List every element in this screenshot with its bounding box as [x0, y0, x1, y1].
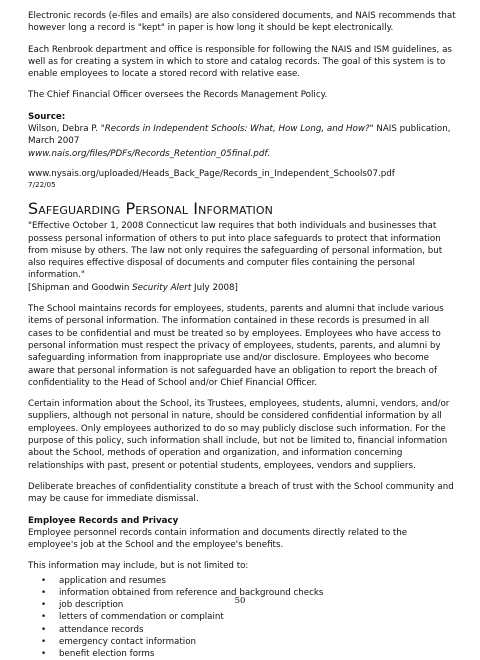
source-nysais-url[interactable]: www.nysais.org/uploaded/Heads_Back_Page/Records_in_Independent_Schools07.pdf: [28, 168, 395, 179]
intro-paragraph-department-responsibility: Each Renbrook department and office is responsible for following the NAIS and ISM guidelines, as well as for creating a system in which to store and catalog records. The goal of this system is to enable employees to locate a stored record with relative ease.: [28, 44, 452, 80]
bullet-icon: •: [41, 587, 47, 598]
employee-records-heading: Employee Records and Privacy: [28, 515, 179, 526]
list-item-text: job description: [59, 600, 124, 611]
source-label: Source:: [28, 111, 66, 122]
bullet-icon: •: [41, 624, 47, 635]
intro-paragraph-cfo-oversight: The Chief Financial Officer oversees the Records Management Policy.: [28, 90, 328, 101]
list-item: [28, 648, 456, 660]
list-item-text: application and resumes: [59, 575, 166, 586]
bullet-icon: •: [41, 600, 47, 611]
section-title-safeguarding: Safeguarding Personal Information: [28, 199, 273, 219]
source-citation: [28, 123, 456, 148]
employee-info-intro: This information may include, but is not limited to:: [28, 561, 249, 572]
bullet-icon: •: [41, 575, 47, 586]
paragraph-deliberate-breaches: Deliberate breaches of confidentiality constitute a breach of trust with the School community and may be cause for immediate dismissal.: [28, 481, 454, 505]
list-item-text: benefit election forms: [59, 648, 155, 659]
section-quote-block: [28, 220, 456, 294]
list-item: [28, 636, 456, 648]
source-publication: " NAIS publication, March 2007: [28, 124, 451, 147]
list-item-text: letters of commendation or complaint: [59, 612, 224, 623]
paragraph-school-maintains-records: The School maintains records for employees, students, parents and alumni that include various items of personal information. The information contained in these records is presumed in all cases to be confidential and must be treated so by employees. Employees who have access to personal information must respect the privacy of employees, students, parents, and alumni by safeguarding information from inappropriate use and/or disclosure. Employees who become aware that personal information is not safeguarded have an obligation to report the breach of confidentiality to the Head of School and/or Chief Financial Officer.: [28, 304, 444, 388]
list-item: [28, 575, 456, 587]
source-author: Wilson, Debra P. ": [28, 124, 105, 135]
source-title: Records in Independent Schools: What, How Long, and How?: [104, 124, 370, 135]
source-nais-url[interactable]: [28, 148, 456, 160]
source-nais-url-text[interactable]: www.nais.org/files/PDFs/Records_Retention_05final.pdf.: [28, 148, 271, 159]
bullet-icon: •: [41, 612, 47, 623]
employee-records-paragraph: Employee personnel records contain information and documents directly related to the employee's job at the School and the employee's benefits.: [28, 527, 408, 551]
page-number: 50: [234, 596, 246, 606]
employee-info-list: [28, 575, 456, 660]
section-quote: "Effective October 1, 2008 Connecticut law requires that both individuals and businesses that possess personal information of others to put into place safeguards to protect that information from misuse by others. The law not only requires the safeguarding of personal information, but also requires effective disposal of documents and computer files containing the personal information.": [28, 221, 443, 281]
citation-italic: Security Alert: [132, 282, 192, 293]
bullet-icon: •: [41, 636, 47, 647]
list-item: [28, 611, 456, 623]
intro-paragraph-electronic-records: Electronic records (e-files and emails) are also considered documents, and NAIS recommends that however long a record is "kept" in paper is how long it should be kept electronically.: [28, 11, 456, 34]
list-item: [28, 624, 456, 636]
source-block: [28, 111, 456, 190]
source-date: 7/22/05: [28, 180, 56, 190]
list-item-text: information obtained from reference and background checks: [59, 587, 324, 598]
bullet-icon: •: [41, 648, 47, 659]
page-content: [28, 10, 456, 660]
list-item-text: emergency contact information: [59, 636, 197, 647]
citation-after: July 2008]: [191, 282, 238, 293]
list-item-text: attendance records: [59, 624, 144, 635]
citation-before: [Shipman and Goodwin: [28, 282, 133, 293]
paragraph-certain-information: Certain information about the School, its Trustees, employees, students, alumni, vendors, and/or suppliers, although not personal in nature, should be considered confidential information by all employees. Only employees authorized to do so may publicly disclose such information. For the purpose of this policy, such information shall include, but not be limited to, financial information about the School, methods of operation and organization, and information concerning relationships with past, present or potential students, employees, vendors and suppliers.: [28, 399, 450, 471]
